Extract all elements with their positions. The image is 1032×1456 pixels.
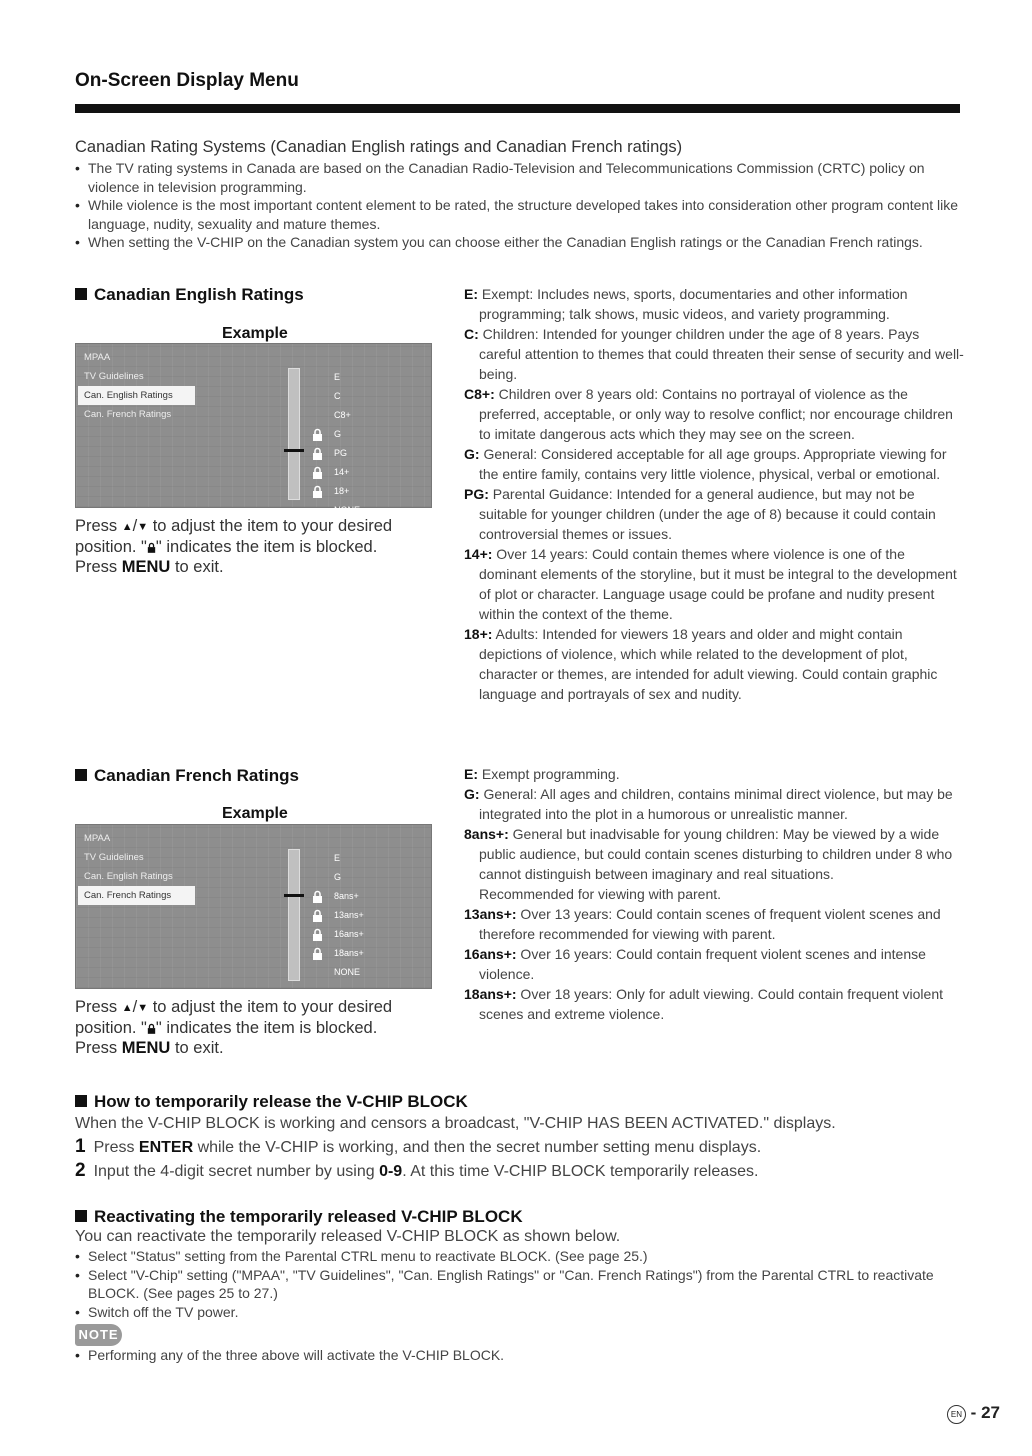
menu-item-selected[interactable]: Can. English Ratings — [78, 386, 195, 405]
rating-text: Over 13 years: Could contain scenes of frequent violent scenes and therefore recommended for viewing with parent. — [479, 906, 941, 942]
rating-item-blocked[interactable] — [312, 425, 372, 444]
rating-description — [464, 324, 964, 384]
rating-text: Over 18 years: Only for adult viewing. Could contain frequent violent scenes and extreme violence. — [479, 986, 943, 1022]
instr-text: Press — [75, 517, 122, 535]
menu-item[interactable]: Can. French Ratings — [84, 409, 172, 420]
lock-icon — [312, 428, 323, 441]
rating-code: 14+: — [464, 546, 493, 562]
release-text: When the V-CHIP BLOCK is working and censors a broadcast, "V-CHIP HAS BEEN ACTIVATED." displays. — [75, 1115, 836, 1132]
rating-item-blocked[interactable] — [312, 444, 372, 463]
reactivate-bullets — [75, 1247, 965, 1321]
step-text: Press — [93, 1139, 139, 1156]
rating-text: Over 16 years: Could contain frequent violent scenes and intense violence. — [479, 946, 926, 982]
rating-label: E — [334, 853, 341, 863]
rating-item-blocked[interactable] — [312, 925, 372, 944]
rating-label: 13ans+ — [334, 910, 364, 920]
rating-code: 16ans+: — [464, 946, 517, 962]
rating-list — [312, 849, 372, 982]
menu-key-label: MENU — [121, 558, 171, 576]
rating-code: 13ans+: — [464, 906, 517, 922]
up-arrow-icon: ▲ — [121, 1002, 133, 1014]
square-bullet-icon — [75, 1095, 87, 1107]
language-badge: EN — [947, 1405, 966, 1424]
lock-icon — [312, 466, 323, 479]
lock-icon — [312, 909, 323, 922]
rating-text: Children over 8 years old: Contains no portrayal of violence as the preferred, acceptable, or only way to resolve conflict; nor encourage children to imitate dangerous acts which they may see on the screen. — [479, 386, 953, 442]
rating-label: G — [334, 872, 342, 882]
rating-description — [464, 764, 964, 784]
instr-text: position. " — [75, 1019, 147, 1037]
intro-bullet: • The TV rating systems in Canada are based on the Canadian Radio-Television and Telecommunications Commission (CRTC) policy on violence in television programming. — [75, 159, 965, 196]
page-number: 27 — [981, 1403, 1000, 1422]
square-bullet-icon — [75, 288, 87, 300]
note-bullet: • Performing any of the three above will activate the V-CHIP BLOCK. — [75, 1346, 965, 1365]
lock-icon — [147, 1023, 156, 1034]
instr-text: to adjust the item to your desired — [148, 998, 393, 1016]
instr-text: position. " — [75, 538, 147, 556]
english-heading-text: Canadian English Ratings — [94, 285, 304, 304]
rating-label: 18+ — [334, 486, 350, 496]
rating-code: 18ans+: — [464, 986, 517, 1002]
down-arrow-icon: ▼ — [137, 1002, 149, 1014]
french-descriptions — [464, 764, 964, 1024]
menu-item[interactable]: MPAA — [84, 352, 111, 363]
rating-label: NONE — [334, 967, 361, 977]
instr-text: to exit. — [170, 1039, 224, 1057]
rating-slider[interactable] — [288, 849, 300, 981]
note-bullets — [75, 1346, 965, 1365]
rating-text: General but inadvisable for young children: May be viewed by a wide public audience, but could contain scenes disturbing to children under 8 who cannot distinguish between imaginary and real situations. — [479, 826, 953, 882]
rating-code: C8+: — [464, 386, 495, 402]
page-separator: - — [970, 1403, 977, 1422]
release-heading — [75, 1092, 975, 1112]
reactivate-bullet: • Select "V-Chip" setting ("MPAA", "TV Guidelines", "Can. English Ratings" or "Can. French Ratings") from the Parental CTRL to reactivate BLOCK. (See pages 25 to 27.) — [75, 1266, 965, 1303]
rating-text: Children: Intended for younger children under the age of 8 years. Pays careful attention to themes that could threaten their sense of security and well-being. — [478, 326, 964, 382]
page-title: On-Screen Display Menu — [75, 70, 299, 91]
page-footer — [947, 1403, 1000, 1424]
rating-text: Adults: Intended for viewers 18 years and older and might contain depictions of violence, which while related to the development of plot, character or themes, are intended for adult viewing. Could contain graphic language and portrayals of sex and nudity. — [479, 626, 938, 702]
step-text: Input the 4-digit secret number by using — [93, 1163, 380, 1180]
instr-text: " indicates the item is blocked. — [155, 538, 378, 556]
rating-label: C8+ — [334, 410, 351, 420]
rating-description — [464, 444, 964, 484]
rating-item[interactable] — [312, 868, 372, 887]
rating-item-blocked[interactable] — [312, 887, 372, 906]
rating-code: 18+: — [464, 626, 493, 642]
lock-icon — [147, 542, 156, 553]
rating-text: Recommended for viewing with parent. — [479, 886, 722, 902]
english-heading — [75, 285, 304, 305]
rating-code: PG: — [464, 486, 489, 502]
rating-label: 16ans+ — [334, 929, 364, 939]
french-example-screen — [75, 824, 432, 989]
lock-icon — [312, 928, 323, 941]
rating-text: General: Considered acceptable for all age groups. Appropriate viewing for the entire family, contains very little violence, physical, verbal or emotional. — [479, 446, 947, 482]
english-descriptions — [464, 284, 964, 704]
rating-code: C: — [464, 326, 479, 342]
rating-code: E: — [464, 766, 478, 782]
english-instructions: Press ▲/▼ to adjust the item to your desired position. " " indicates the item is blocked. Press MENU to exit. — [75, 517, 393, 576]
square-bullet-icon — [75, 769, 87, 781]
menu-key-label: MENU — [121, 1039, 171, 1057]
rating-description — [464, 484, 964, 544]
reactivate-bullet: • Switch off the TV power. — [75, 1303, 965, 1322]
intro-bullets — [75, 159, 965, 252]
rating-item[interactable] — [312, 368, 372, 387]
menu-item[interactable]: Can. English Ratings — [84, 871, 173, 882]
english-example-screen — [75, 343, 432, 515]
rating-label: G — [334, 429, 342, 439]
french-example-label: Example — [222, 805, 288, 822]
lock-icon — [312, 890, 323, 903]
lock-icon — [312, 485, 323, 498]
french-instructions: Press ▲/▼ to adjust the item to your desired position. " " indicates the item is blocked. Press MENU to exit. — [75, 998, 393, 1057]
step-number: 1 — [75, 1136, 86, 1157]
rating-description — [464, 544, 964, 624]
release-section — [75, 1092, 975, 1183]
release-heading-text: How to temporarily release the V-CHIP BLOCK — [94, 1092, 468, 1111]
english-example-label: Example — [222, 325, 288, 342]
vchip-menu — [78, 829, 195, 905]
slider-knob[interactable] — [284, 894, 304, 897]
rating-text: Parental Guidance: Intended for a general audience, but may not be suitable for younger children (under the age of 8) because it could contain controversial themes or issues. — [479, 486, 936, 542]
reactivate-text: You can reactivate the temporarily released V-CHIP BLOCK as shown below. — [75, 1228, 621, 1245]
rating-label: 8ans+ — [334, 891, 359, 901]
intro-bullet: • While violence is the most important content element to be rated, the structure developed takes into consideration other program content like language, nudity, sexuality and mature themes. — [75, 196, 965, 233]
rating-description — [464, 784, 964, 824]
rating-item-blocked[interactable] — [312, 944, 372, 963]
rating-description — [464, 284, 964, 324]
slider-knob[interactable] — [284, 449, 304, 452]
french-heading — [75, 766, 299, 786]
rating-description — [464, 384, 964, 444]
rating-code: E: — [464, 286, 478, 302]
rating-description — [464, 944, 964, 984]
instr-text: Press — [75, 1039, 122, 1057]
rating-slider[interactable] — [288, 368, 300, 500]
rating-code: G: — [464, 446, 480, 462]
rating-description — [464, 624, 964, 704]
release-step — [75, 1135, 975, 1159]
reactivate-section — [75, 1207, 965, 1321]
french-heading-text: Canadian French Ratings — [94, 766, 299, 785]
down-arrow-icon: ▼ — [137, 521, 149, 533]
instr-text: " indicates the item is blocked. — [155, 1019, 378, 1037]
reactivate-heading-text: Reactivating the temporarily released V-CHIP BLOCK — [94, 1207, 523, 1226]
reactivate-heading — [75, 1207, 965, 1227]
up-arrow-icon: ▲ — [121, 521, 133, 533]
rating-label: PG — [334, 448, 348, 458]
rating-code: 8ans+: — [464, 826, 509, 842]
rating-description — [464, 904, 964, 944]
rating-label: E — [334, 372, 341, 382]
release-step — [75, 1159, 975, 1183]
rating-item[interactable] — [312, 963, 372, 982]
rating-description — [464, 824, 964, 884]
rating-text: Over 14 years: Could contain themes where violence is one of the dominant elements of the storyline, but it must be integral to the development of plot or character. Language usage could be profane and nudity present within the context of the theme. — [479, 546, 957, 622]
step-number: 2 — [75, 1160, 86, 1181]
rating-label: C — [334, 391, 341, 401]
rating-item-blocked[interactable] — [312, 906, 372, 925]
rating-item[interactable] — [312, 387, 372, 406]
menu-item-selected[interactable]: Can. French Ratings — [78, 886, 195, 905]
menu-item[interactable]: MPAA — [84, 833, 111, 844]
rating-item[interactable] — [312, 849, 372, 868]
lock-icon — [312, 947, 323, 960]
instr-text: to exit. — [170, 558, 224, 576]
rating-label: NONE — [334, 505, 361, 515]
enter-key-label: ENTER — [138, 1139, 194, 1156]
step-text: while the V-CHIP is working, and then the secret number setting menu displays. — [193, 1139, 762, 1156]
rating-code: G: — [464, 786, 480, 802]
header-rule — [75, 104, 960, 113]
instr-text: Press — [75, 558, 122, 576]
rating-item[interactable] — [312, 406, 372, 425]
rating-label: 18ans+ — [334, 948, 364, 958]
rating-item-blocked[interactable] — [312, 463, 372, 482]
rating-description — [464, 884, 964, 904]
square-bullet-icon — [75, 1210, 87, 1222]
vchip-menu — [78, 348, 195, 424]
rating-text: Exempt programming. — [478, 766, 620, 782]
intro-bullet: • When setting the V-CHIP on the Canadian system you can choose either the Canadian English ratings or the Canadian French ratings. — [75, 233, 965, 252]
menu-item[interactable]: TV Guidelines — [84, 852, 144, 863]
intro-title: Canadian Rating Systems (Canadian English ratings and Canadian French ratings) — [75, 138, 683, 156]
lock-icon — [312, 447, 323, 460]
instr-text: to adjust the item to your desired — [148, 517, 393, 535]
rating-description — [464, 984, 964, 1024]
intro-section — [75, 138, 965, 252]
rating-label: 14+ — [334, 467, 350, 477]
instr-text: Press — [75, 998, 122, 1016]
rating-text: Exempt: Includes news, sports, documentaries and other information programming; talk shows, music videos, and variety programming. — [478, 286, 908, 322]
menu-item[interactable]: TV Guidelines — [84, 371, 144, 382]
note-badge: NOTE — [75, 1324, 122, 1346]
digit-keys-label: 0-9 — [379, 1163, 403, 1180]
rating-item-blocked[interactable] — [312, 482, 372, 501]
rating-list — [312, 368, 372, 520]
rating-text: General: All ages and children, contains minimal direct violence, but may be integrated into the plot in a humorous or unrealistic manner. — [479, 786, 953, 822]
reactivate-bullet: • Select "Status" setting from the Parental CTRL menu to reactivate BLOCK. (See page 25.) — [75, 1247, 965, 1266]
step-text: . At this time V-CHIP BLOCK temporarily releases. — [402, 1163, 759, 1180]
